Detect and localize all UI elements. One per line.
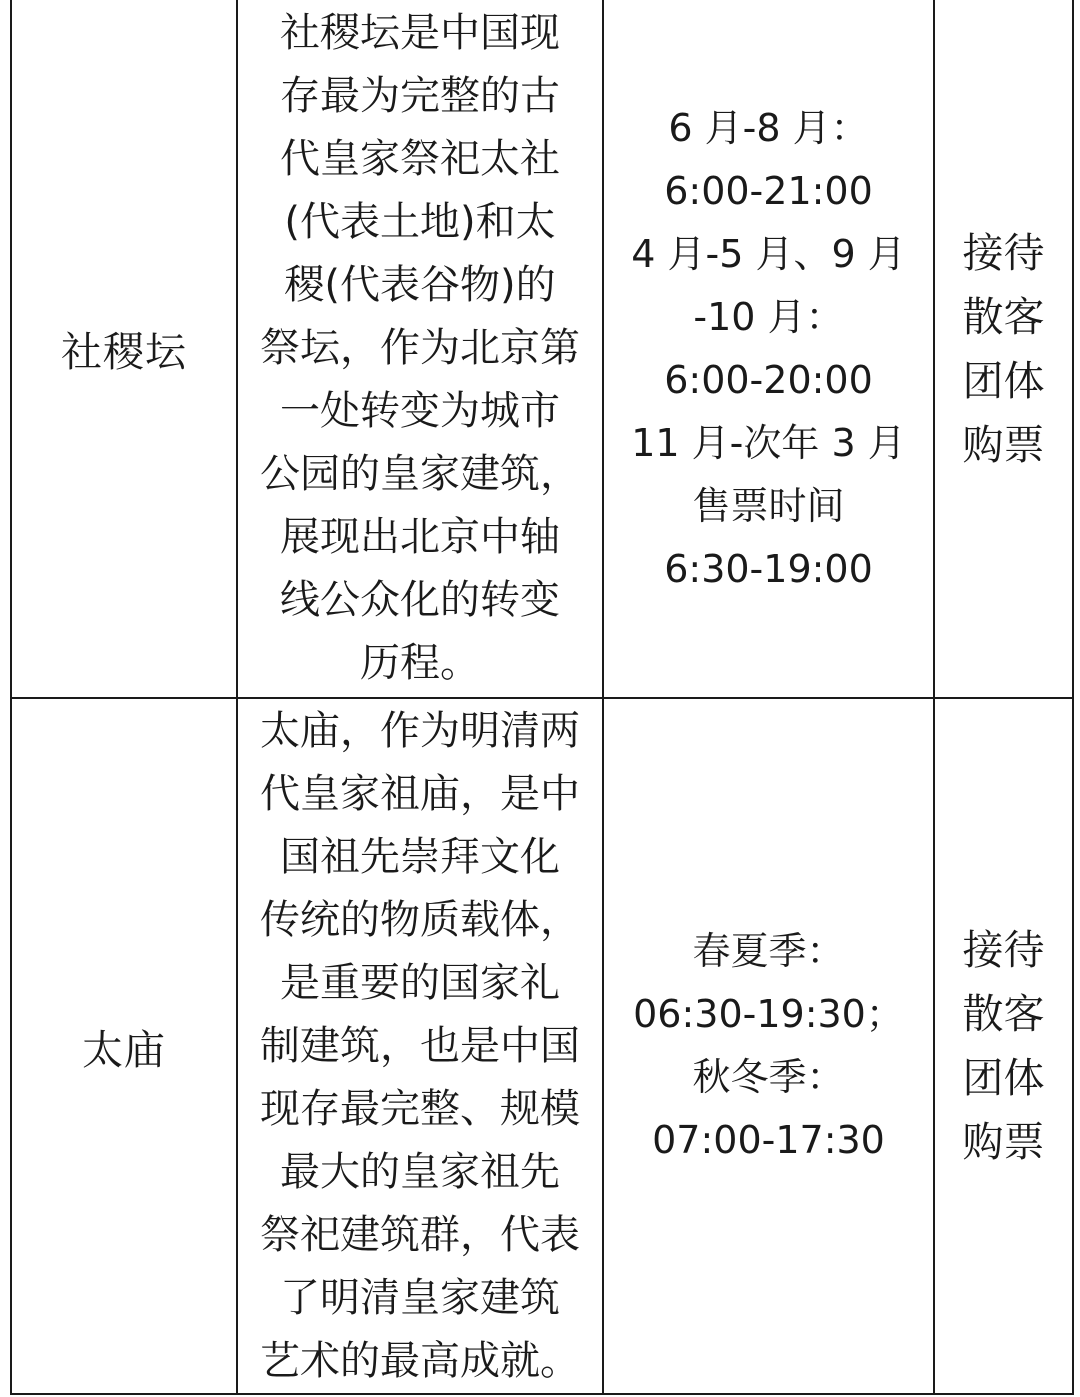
hours-line: 11 月-次年 3 月	[631, 420, 906, 465]
description-line: 太庙，作为明清两	[260, 707, 580, 754]
hours-line: 6:30-19:00	[664, 546, 873, 591]
description-line: 国祖先崇拜文化	[280, 833, 560, 880]
description-line: 祭祀建筑群，代表	[260, 1211, 580, 1258]
ticket-line: 散客	[962, 990, 1045, 1038]
description-line: 展现出北京中轴	[280, 514, 560, 560]
hours-line: 售票时间	[692, 483, 845, 528]
ticket-line: 散客	[962, 292, 1045, 341]
description-cell	[237, 698, 603, 1394]
ticket-cell	[934, 698, 1073, 1394]
hours-line: 6:00-21:00	[664, 168, 873, 213]
venue-name: 太庙	[82, 1025, 166, 1074]
description-cell	[237, 0, 603, 698]
ticket-line: 购票	[962, 420, 1045, 469]
description-line: 存最为完整的古	[280, 73, 560, 119]
ticket-line: 购票	[962, 1118, 1045, 1166]
venue-name: 社稷坛	[61, 328, 187, 376]
description-line: 制建筑，也是中国	[260, 1022, 580, 1069]
description-line: 艺术的最高成就。	[260, 1337, 580, 1384]
hours-line: 6 月-8 月：	[668, 105, 869, 150]
venue-info-table	[10, 0, 1074, 1395]
hours-line: 6:00-20:00	[664, 357, 873, 402]
hours-line: 4 月-5 月、9 月	[631, 231, 906, 276]
description-line: 代皇家祖庙，是中	[260, 770, 580, 817]
opening-hours-cell	[603, 698, 934, 1394]
venue-description	[238, 2, 602, 695]
hours-line: 06:30-19:30；	[633, 992, 904, 1036]
hours-line: -10 月：	[693, 294, 844, 339]
ticket-info	[935, 918, 1072, 1174]
description-line: (代表土地)和太	[284, 199, 556, 245]
description-line: 现存最完整、规模	[260, 1085, 580, 1132]
hours-line: 秋冬季：	[692, 1055, 845, 1099]
opening-hours	[604, 97, 933, 601]
ticket-line: 团体	[962, 1054, 1045, 1102]
description-line: 稷(代表谷物)的	[284, 262, 556, 308]
description-line: 代皇家祭祀太社	[280, 136, 560, 182]
description-line: 公园的皇家建筑，	[260, 451, 580, 497]
opening-hours	[604, 920, 933, 1172]
description-line: 传统的物质载体，	[260, 896, 580, 943]
table-row-taimiao	[11, 698, 1073, 1394]
venue-name-cell	[11, 0, 237, 698]
description-line: 是重要的国家礼	[280, 959, 560, 1006]
table-row-shejitan	[11, 0, 1073, 698]
description-line: 一处转变为城市	[280, 388, 560, 434]
description-line: 最大的皇家祖先	[280, 1148, 560, 1195]
ticket-line: 接待	[962, 926, 1045, 974]
ticket-line: 团体	[962, 356, 1045, 405]
description-line: 祭坛，作为北京第	[260, 325, 580, 371]
hours-line: 春夏季：	[692, 929, 845, 973]
ticket-line: 接待	[962, 228, 1045, 277]
venue-name-cell	[11, 698, 237, 1394]
description-line: 历程。	[360, 640, 480, 686]
ticket-cell	[934, 0, 1073, 698]
opening-hours-cell	[603, 0, 934, 698]
description-line: 了明清皇家建筑	[280, 1274, 560, 1321]
description-line: 社稷坛是中国现	[280, 10, 560, 56]
ticket-info	[935, 221, 1072, 477]
hours-line: 07:00-17:30	[652, 1118, 885, 1162]
description-line: 线公众化的转变	[280, 577, 560, 623]
venue-description	[238, 700, 602, 1393]
